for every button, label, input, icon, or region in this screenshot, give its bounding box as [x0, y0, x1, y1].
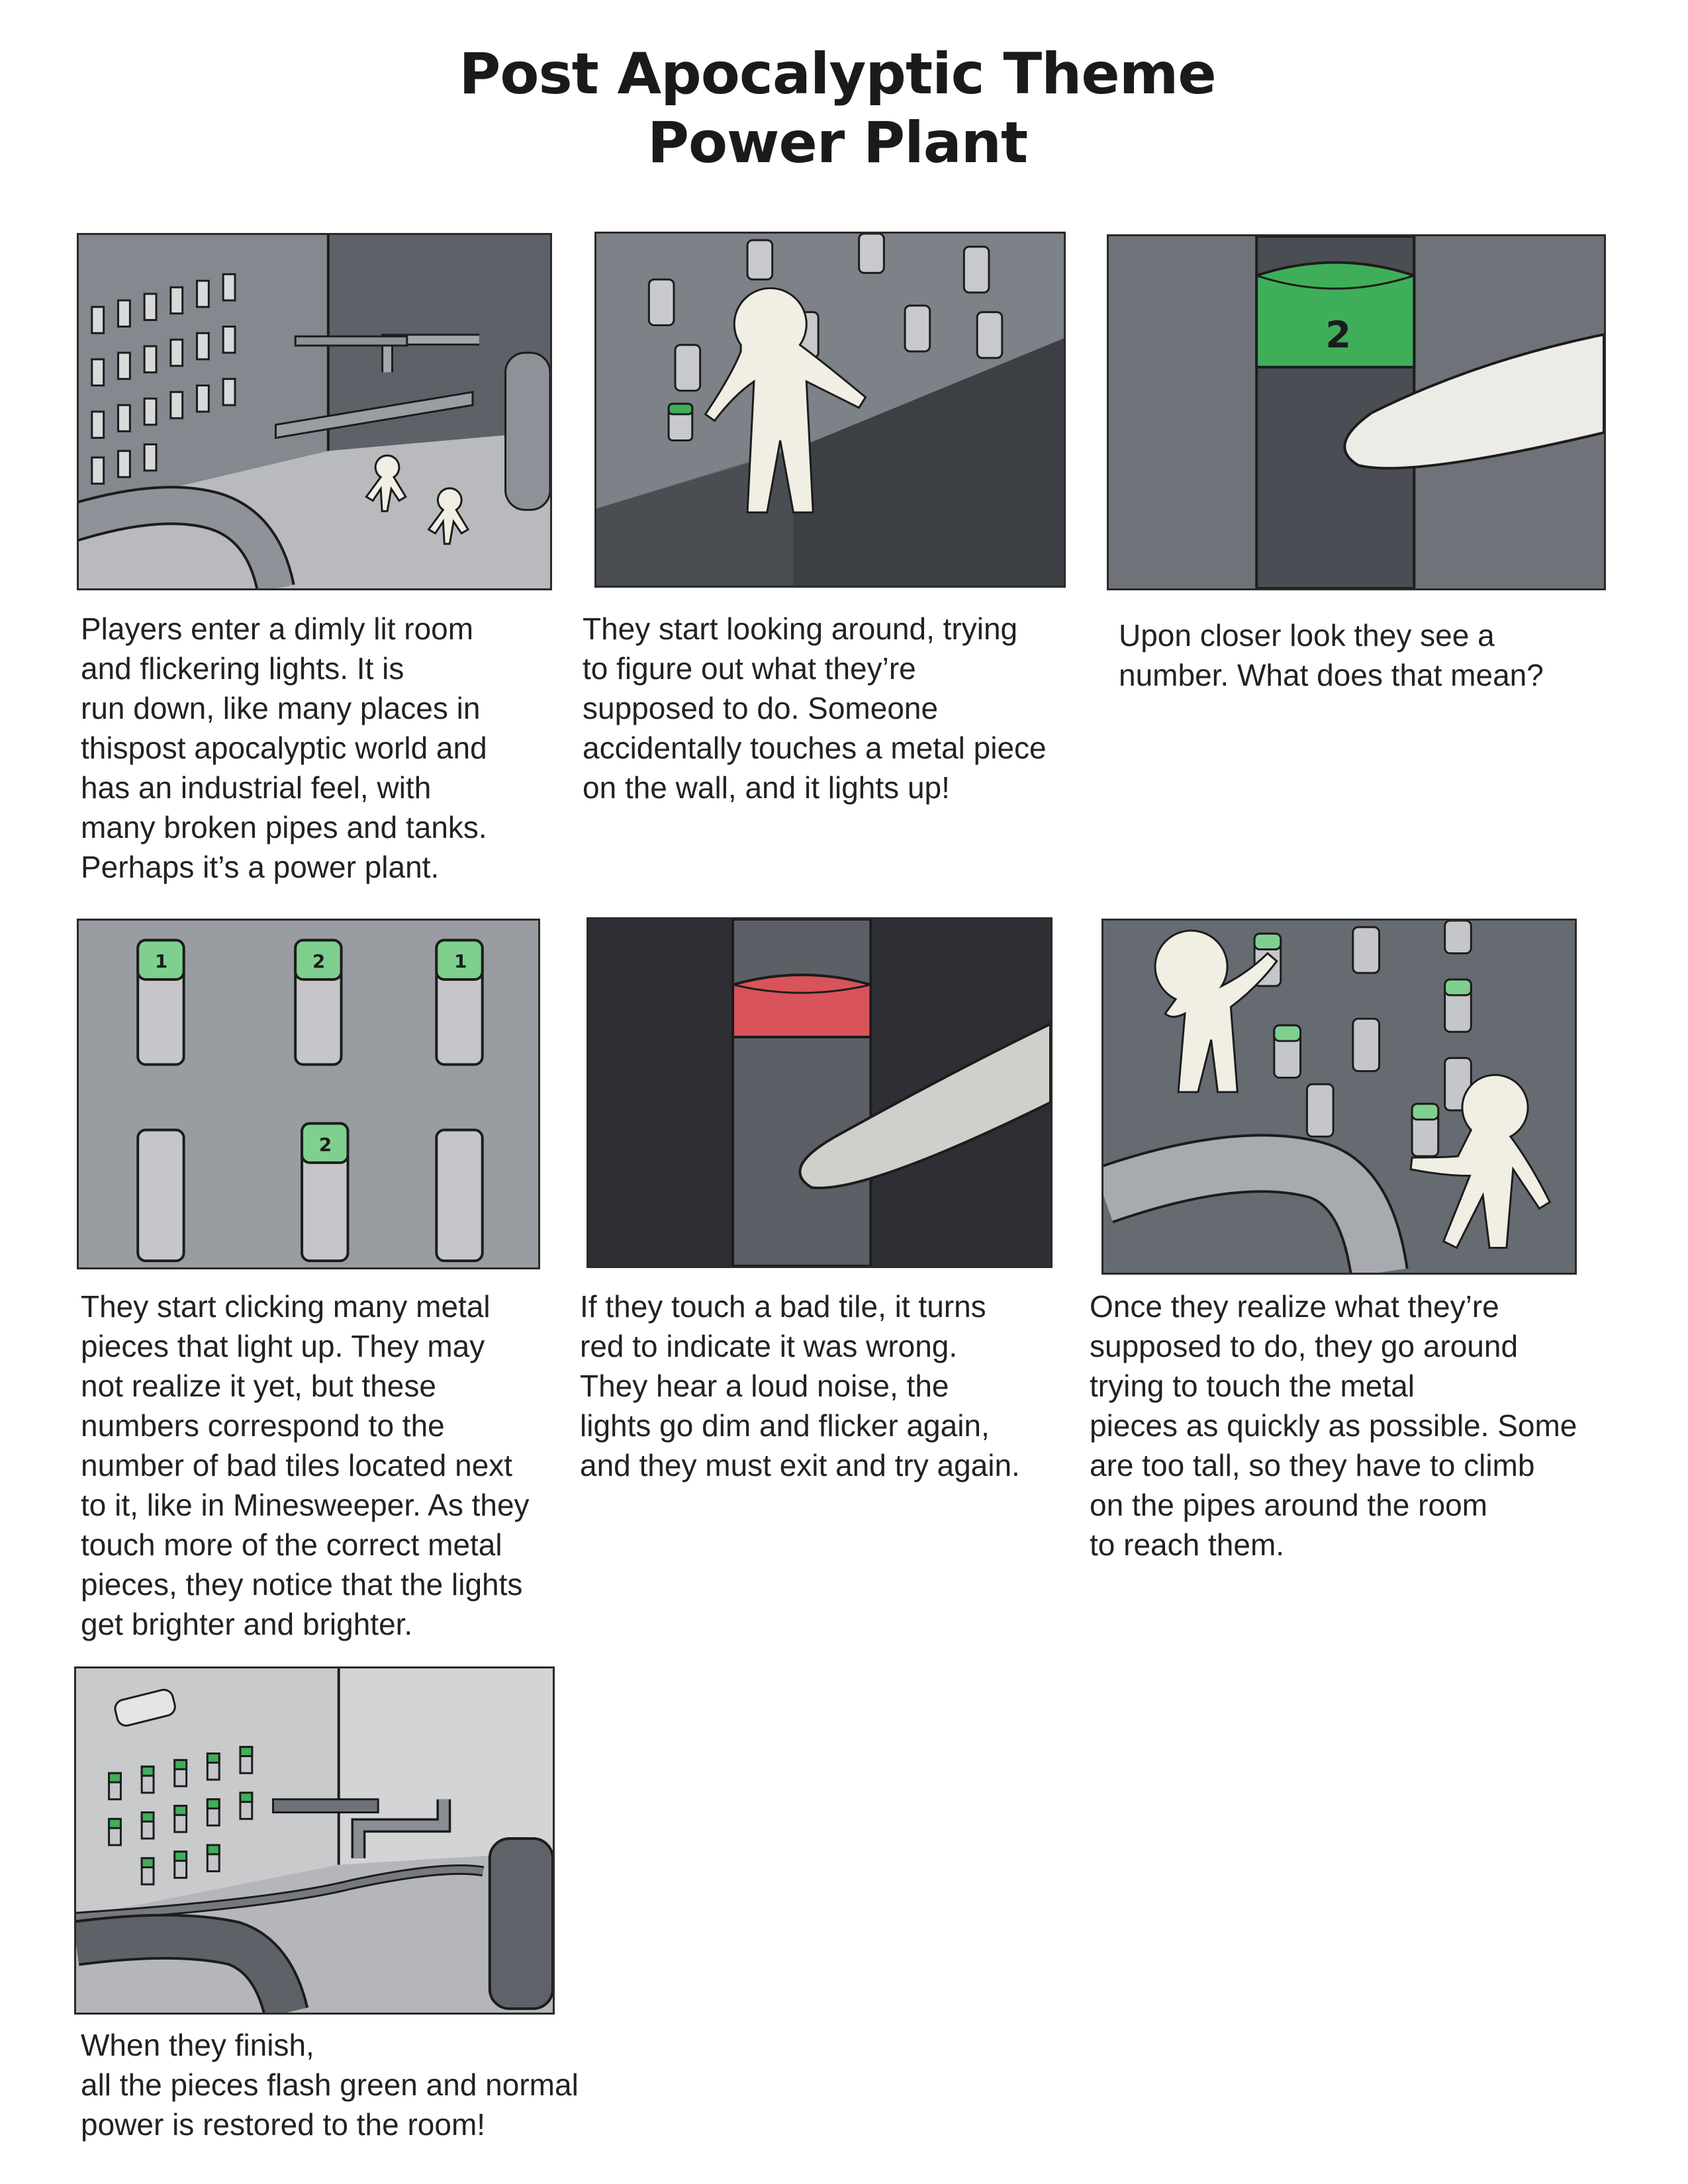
storyboard-panel-5 [586, 917, 1053, 1268]
piece-number-1: 1 [155, 950, 168, 973]
storyboard-panel-3 [1107, 234, 1606, 590]
title-line-1: Post Apocalyptic Theme [459, 41, 1216, 107]
panel-3-caption: Upon closer look they see a number. What does that mean? [1119, 618, 1544, 692]
panel-4-caption: They start clicking many metal pieces that light up. They may not realize it yet, but these numbers correspond to the number of bad tiles located next to it, like in Minesweeper. As they touch more of the correct metal pieces, they notice that the lights get brighter and brighter. [81, 1289, 530, 1641]
piece-number-2: 2 [312, 950, 326, 973]
illustration-climbing-pipes [1103, 921, 1575, 1273]
storyboard-panel-4 [77, 919, 540, 1269]
panel-1-caption: Players enter a dimly lit room and flickering lights. It is run down, like many places in thispost apocalyptic world and has an industrial feel, with many broken pipes and tanks. Perhaps it’s a power plant. [81, 612, 487, 884]
illustration-numbered-piece-closeup [1109, 236, 1604, 588]
panel-2-caption: They start looking around, trying to figure out what they’re supposed to do. Someone accidentally touches a metal piece on the wall, and it lights up! [583, 612, 1047, 805]
storyboard-panel-1 [77, 233, 552, 590]
piece-number: 2 [1325, 314, 1352, 357]
title-line-2: Power Plant [647, 110, 1028, 176]
panel-6-caption: Once they realize what they’re supposed to do, they go around trying to touch the metal pieces as quickly as possible. Some are too tall, so they have to climb on the pipes around the room to reach them. [1090, 1289, 1577, 1562]
illustration-power-restored [76, 1668, 553, 2013]
piece-number-4: 2 [318, 1134, 332, 1156]
illustration-grid-of-pieces [79, 921, 538, 1267]
illustration-touch-metal-piece [596, 234, 1064, 586]
storyboard-panel-6 [1102, 919, 1577, 1275]
storyboard-panel-2 [594, 232, 1066, 588]
document-title [0, 40, 1675, 177]
piece-number-3: 1 [454, 950, 467, 973]
panel-5-caption: If they touch a bad tile, it turns red to indicate it was wrong. They hear a loud noise, the lights go dim and flicker again, and they must exit and try again. [580, 1289, 1020, 1482]
illustration-room-entry [79, 235, 550, 588]
panel-7-caption: When they finish, all the pieces flash green and normal power is restored to the room! [81, 2028, 579, 2142]
illustration-bad-tile-red [588, 919, 1051, 1266]
storyboard-panel-7 [74, 1666, 555, 2015]
